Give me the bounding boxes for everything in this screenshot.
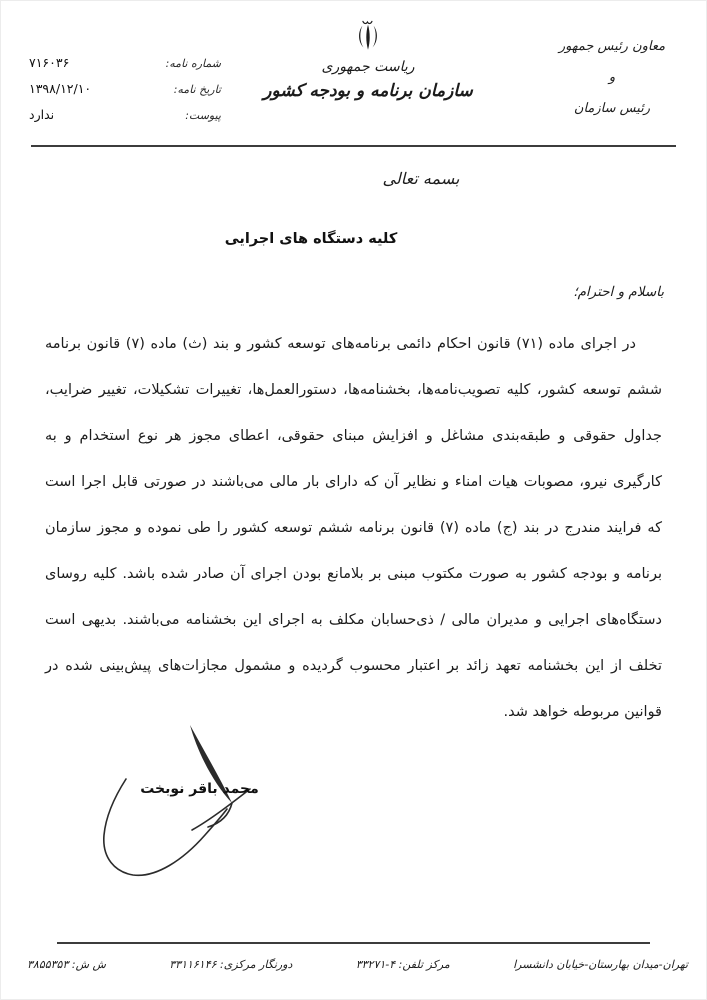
- letterhead-center-block: [253, 13, 483, 101]
- letter-date-label: تاریخ نامه:: [173, 83, 221, 96]
- footer-phone: مرکز تلفن: ۴-۳۳۲۷۱: [355, 958, 450, 971]
- signatory-name: محمد باقر نوبخت: [140, 781, 259, 797]
- footer-row: [27, 958, 688, 971]
- sender-title-line: رئیس سازمان: [573, 101, 651, 116]
- letter-number-label: شماره نامه:: [165, 57, 221, 70]
- body-paragraph: در اجرای ماده (۷۱) قانون احکام دائمی برنامه‌های توسعه کشور و بند (ث) ماده (۷) قانون برنامه ششم توسعه کشور، کلیه تصویب‌نامه‌ها، بخشنامه‌ها، دستورالعمل‌ها، تغییرات تشکیلات، تغییر ضرایب، جداول حقوقی و طبقه‌بندی مشاغل و افزایش مبنای حقوقی، اعطای مجوز هر نوع استخدام و به کارگیری نیرو، مصوبات هیات امناء و نظایر آن که دارای بار مالی می‌باشند در صورتی قابل اجرا است که فرایند مندرج در بند (ج) ماده (۷) قانون برنامه ششم توسعه کشور را طی نموده و مجوز سازمان برنامه و بودجه کشور به صورت مکتوب مبنی بر بلامانع بودن اجرای آن صادر شده باشد. کلیه روسای دستگاه‌های اجرایی و مدیران مالی / ذی‌حسابان مکلف به اجرای این بخشنامه می‌باشند. بدیهی است تخلف از این بخشنامه تعهد زائد بر اعتبار محسوب گردیده و مشمول مجازات‌های پیش‌بینی شده در قوانین مربوطه خواهد شد.: [45, 335, 663, 720]
- letter-meta-block: [29, 55, 221, 133]
- footer-registry: ش ش: ۳۸۵۵۳۵۳: [27, 958, 106, 971]
- authority-name: ریاست جمهوری: [321, 59, 415, 75]
- sender-title-block: [532, 31, 692, 124]
- letter-date-value: ۱۳۹۸/۱۲/۱۰: [29, 81, 92, 96]
- addressee-title: کلیه دستگاه های اجرایی: [224, 231, 398, 247]
- iran-emblem-icon: [351, 13, 385, 57]
- attachment-label: پیوست:: [185, 109, 221, 122]
- letter-number-value: ۷۱۶۰۳۶: [29, 55, 70, 70]
- sender-title-line: و: [608, 70, 616, 85]
- header-divider: [31, 145, 676, 147]
- letter-number-row: [29, 55, 221, 70]
- besmellah-text: بسمه تعالی: [382, 169, 460, 188]
- salutation-text: باسلام و احترام؛: [573, 284, 664, 300]
- attachment-value: ندارد: [29, 107, 55, 122]
- footer-address: تهران-میدان بهارستان-خیابان دانشسرا: [513, 958, 688, 971]
- footer-divider: [57, 942, 650, 944]
- organization-name: سازمان برنامه و بودجه کشور: [263, 81, 473, 101]
- attachment-row: [29, 107, 221, 122]
- letter-date-row: [29, 81, 221, 96]
- sender-title-line: معاون رئیس جمهور: [558, 39, 666, 54]
- footer-fax: دورنگار مرکزی: ۳۳۱۱۶۱۴۶: [169, 958, 293, 971]
